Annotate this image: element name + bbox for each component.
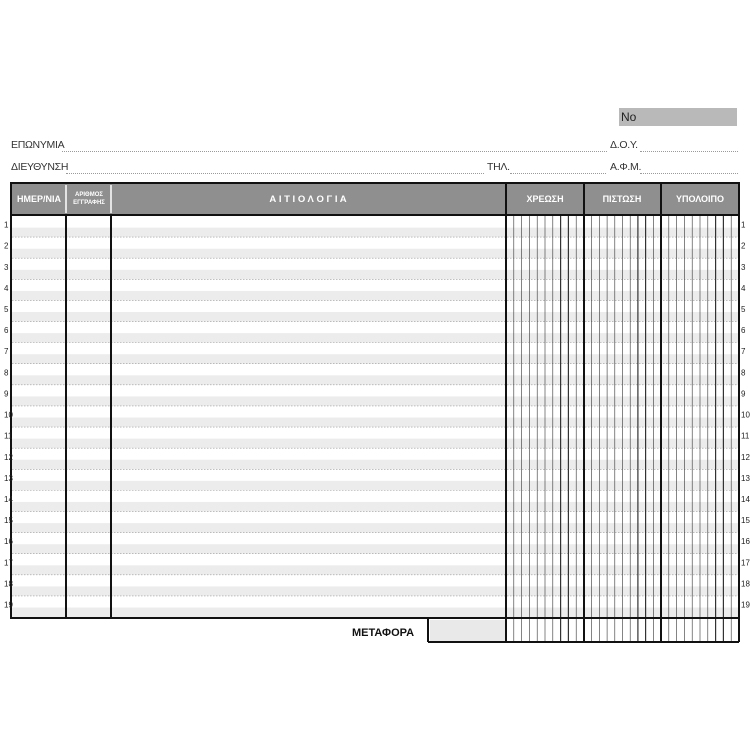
row-number-right: 1: [741, 220, 746, 230]
row-number-left: 10: [4, 410, 13, 420]
row-band: [12, 565, 738, 574]
row-number-left: 9: [4, 389, 9, 399]
row-number-left: 15: [4, 516, 13, 526]
row-band: [12, 228, 738, 237]
carry-forward-label: ΜΕΤΑΦΟΡΑ: [352, 627, 415, 639]
row-number-right: 19: [741, 600, 750, 610]
row-band: [12, 586, 738, 595]
row-number-left: 2: [4, 241, 9, 251]
col-record-header-line2: ΕΓΓΡΑΦΗΣ: [73, 200, 105, 206]
row-band: [12, 270, 738, 279]
dieythynsi-label: ΔΙΕΥΘΥΝΣΗ: [11, 161, 69, 173]
row-number-right: 3: [741, 262, 746, 272]
number-label: No: [621, 110, 637, 124]
row-numbers-right: [741, 221, 750, 610]
row-number-left: 14: [4, 494, 13, 504]
row-number-right: 8: [741, 368, 746, 378]
row-number-right: 6: [741, 326, 746, 336]
row-number-left: 19: [4, 600, 13, 610]
row-band: [12, 333, 738, 342]
row-number-left: 6: [4, 326, 9, 336]
row-number-left: 8: [4, 368, 9, 378]
row-band: [12, 249, 738, 258]
row-band: [12, 460, 738, 469]
row-band: [12, 544, 738, 553]
row-band: [12, 439, 738, 448]
row-number-left: 5: [4, 305, 9, 315]
row-band: [12, 523, 738, 532]
row-band: [12, 418, 738, 427]
row-number-left: 13: [4, 473, 13, 483]
til-label: ΤΗΛ.: [487, 161, 510, 173]
row-band: [12, 312, 738, 321]
row-number-right: 10: [741, 410, 750, 420]
row-bands: [12, 228, 738, 617]
row-number-right: 4: [741, 283, 746, 293]
row-number-right: 11: [741, 431, 750, 441]
money-subcolumns: [514, 216, 731, 641]
row-number-right: 7: [741, 347, 746, 357]
row-number-right: 16: [741, 537, 750, 547]
row-band: [12, 481, 738, 490]
row-number-left: 7: [4, 347, 9, 357]
row-band: [12, 502, 738, 511]
carry-cell[interactable]: [430, 620, 505, 641]
col-credit-header: ΠΙΣΤΩΣΗ: [602, 194, 642, 204]
eponymia-label: ΕΠΩΝΥΜΙΑ: [11, 139, 65, 151]
row-number-left: 16: [4, 537, 13, 547]
col-date-header: ΗΜΕΡ/ΝΙΑ: [16, 194, 62, 204]
afm-label: Α.Φ.Μ.: [610, 161, 642, 173]
row-number-left: 1: [4, 220, 9, 230]
col-reason-header: Α Ι Τ Ι Ο Λ Ο Γ Ι Α: [269, 194, 347, 205]
doy-label: Δ.Ο.Υ.: [610, 139, 638, 151]
row-band: [12, 396, 738, 405]
row-band: [12, 375, 738, 384]
row-number-left: 18: [4, 579, 13, 589]
row-number-right: 17: [741, 558, 750, 568]
row-number-left: 12: [4, 452, 13, 462]
row-number-right: 5: [741, 305, 746, 315]
col-record-header-line1: ΑΡΙΘΜΟΣ: [75, 192, 103, 198]
row-band: [12, 291, 738, 300]
col-balance-header: ΥΠΟΛΟΙΠΟ: [675, 194, 725, 204]
row-number-left: 11: [4, 431, 13, 441]
row-band: [12, 354, 738, 363]
row-number-right: 12: [741, 452, 750, 462]
row-number-right: 9: [741, 389, 746, 399]
row-number-left: 3: [4, 262, 9, 272]
row-number-right: 15: [741, 516, 750, 526]
row-number-right: 14: [741, 494, 750, 504]
row-band: [12, 608, 738, 617]
col-debit-header: ΧΡΕΩΣΗ: [526, 194, 564, 204]
row-number-left: 17: [4, 558, 13, 568]
row-number-right: 2: [741, 241, 746, 251]
row-number-right: 13: [741, 473, 750, 483]
row-number-left: 4: [4, 283, 9, 293]
row-number-right: 18: [741, 579, 750, 589]
